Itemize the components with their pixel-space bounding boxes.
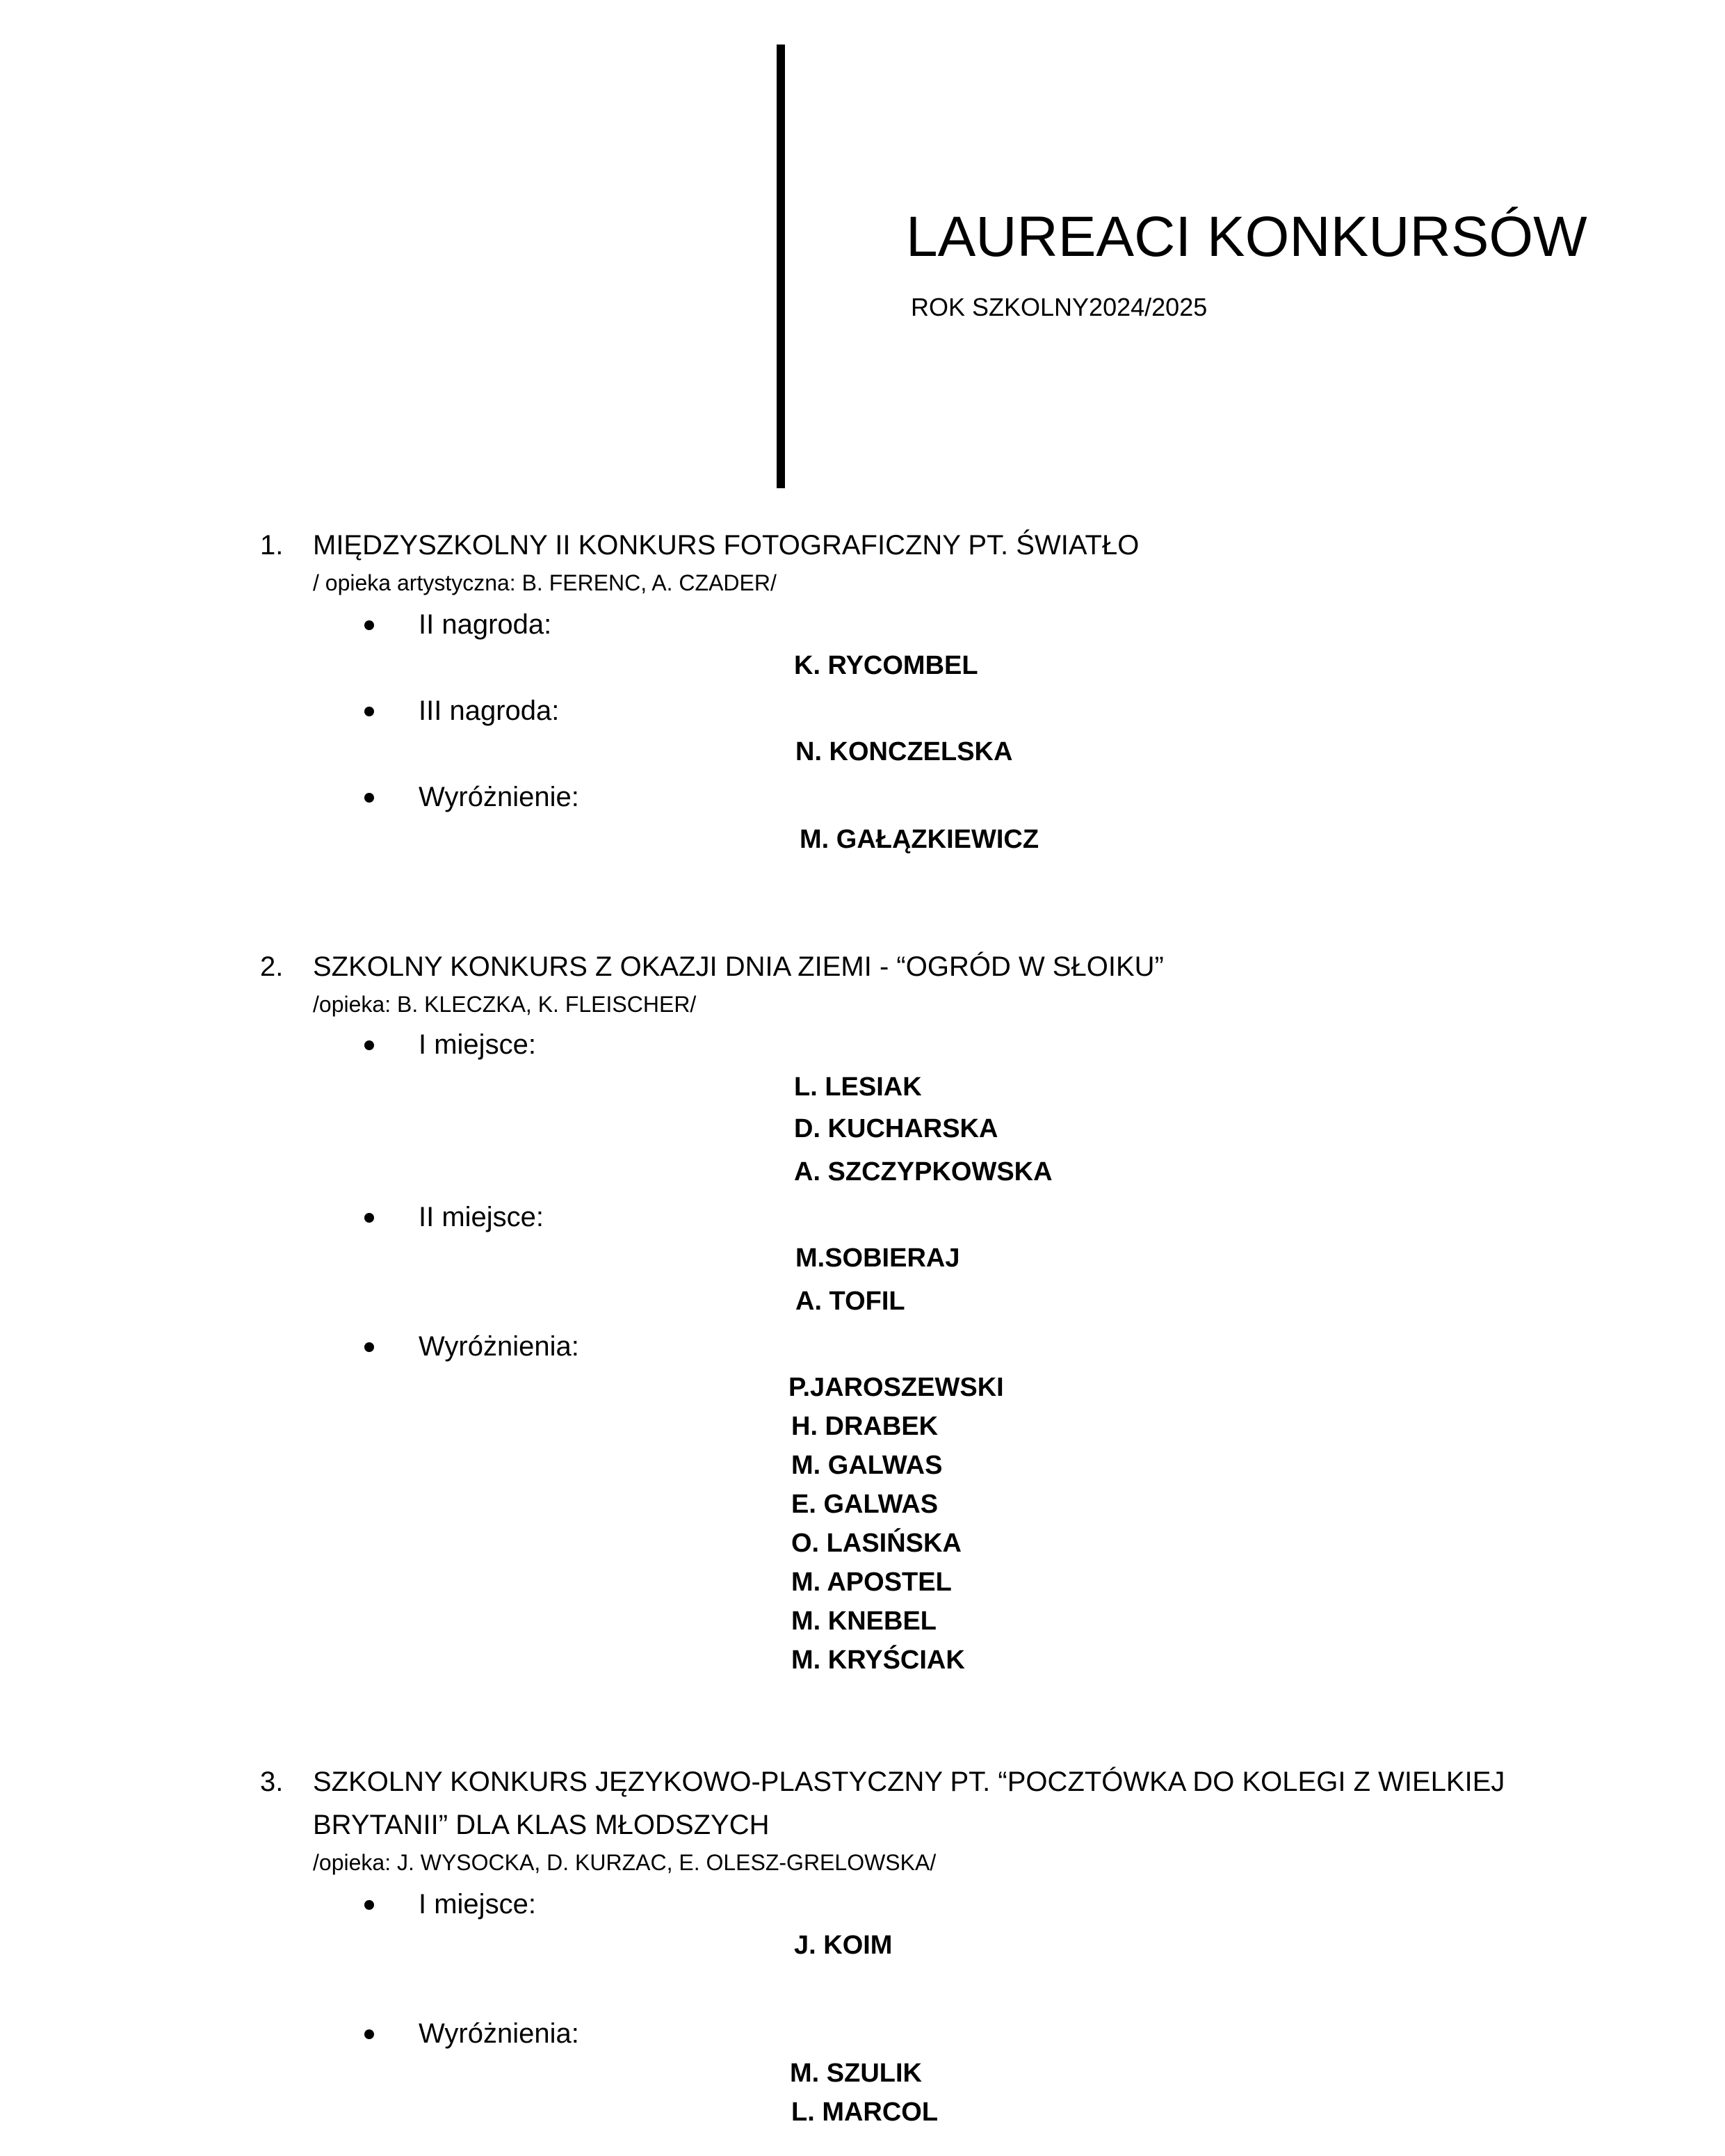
bullet-icon: [364, 620, 374, 630]
section-number: 2.: [260, 951, 284, 982]
section-title: SZKOLNY KONKURS JĘZYKOWO-PLASTYCZNY PT. “POCZTÓWKA DO KOLEGI Z WIELKIEJ: [313, 1767, 1505, 1797]
winner-name: M. KNEBEL: [791, 1607, 937, 1636]
bullet-icon: [364, 2029, 374, 2039]
page-title: LAUREACI KONKURSÓW: [906, 205, 1587, 268]
section-supervisors: /opieka: J. WYSOCKA, D. KURZAC, E. OLESZ-GRELOWSKA/: [313, 1850, 937, 1875]
award-label: II nagroda:: [419, 609, 552, 640]
bullet-icon: [364, 1213, 374, 1223]
bullet-icon: [364, 1900, 374, 1910]
winner-name: M. GALWAS: [791, 1451, 943, 1480]
award-label: I miejsce:: [419, 1029, 536, 1060]
section-supervisors: /opieka: B. KLECZKA, K. FLEISCHER/: [313, 992, 697, 1017]
winner-name: D. KUCHARSKA: [794, 1114, 998, 1143]
bullet-icon: [364, 1040, 374, 1050]
winner-name: M. KRYŚCIAK: [791, 1646, 965, 1675]
bullet-icon: [364, 793, 374, 803]
winner-name: M. SZULIK: [790, 2059, 922, 2088]
award-label: III nagroda:: [419, 695, 560, 726]
vertical-divider: [777, 45, 785, 488]
award-label: I miejsce:: [419, 1889, 536, 1920]
winner-name: A. SZCZYPKOWSKA: [794, 1157, 1053, 1186]
winner-name: H. DRABEK: [791, 1412, 939, 1441]
winner-name: M. GAŁĄZKIEWICZ: [800, 825, 1039, 854]
winner-name: M. APOSTEL: [791, 1568, 952, 1597]
winner-name: O. LASIŃSKA: [791, 1529, 962, 1558]
winner-name: M.SOBIERAJ: [795, 1244, 960, 1273]
award-label: Wyróżnienie:: [419, 782, 579, 812]
winner-name: K. RYCOMBEL: [794, 651, 978, 680]
award-label: II miejsce:: [419, 1202, 544, 1232]
section-number: 1.: [260, 530, 284, 561]
award-label: Wyróżnienia:: [419, 2018, 579, 2049]
winner-name: P.JAROSZEWSKI: [788, 1373, 1004, 1402]
winner-name: L. MARCOL: [791, 2098, 939, 2127]
section-title: MIĘDZYSZKOLNY II KONKURS FOTOGRAFICZNY PT. ŚWIATŁO: [313, 530, 1140, 561]
winner-name: N. KONCZELSKA: [795, 737, 1013, 766]
bullet-icon: [364, 707, 374, 716]
section-title: SZKOLNY KONKURS Z OKAZJI DNIA ZIEMI - “OGRÓD W SŁOIKU”: [313, 951, 1164, 982]
winner-name: J. KOIM: [794, 1931, 893, 1960]
bullet-icon: [364, 1342, 374, 1352]
section-supervisors: / opieka artystyczna: B. FERENC, A. CZADER/: [313, 570, 777, 595]
winner-name: L. LESIAK: [794, 1072, 922, 1102]
school-year-subtitle: ROK SZKOLNY2024/2025: [911, 293, 1208, 321]
section-title-continued: BRYTANII” DLA KLAS MŁODSZYCH: [313, 1810, 770, 1840]
winner-name: E. GALWAS: [791, 1490, 939, 1519]
award-label: Wyróżnienia:: [419, 1331, 579, 1362]
winner-name: A. TOFIL: [795, 1287, 905, 1316]
section-number: 3.: [260, 1767, 284, 1797]
